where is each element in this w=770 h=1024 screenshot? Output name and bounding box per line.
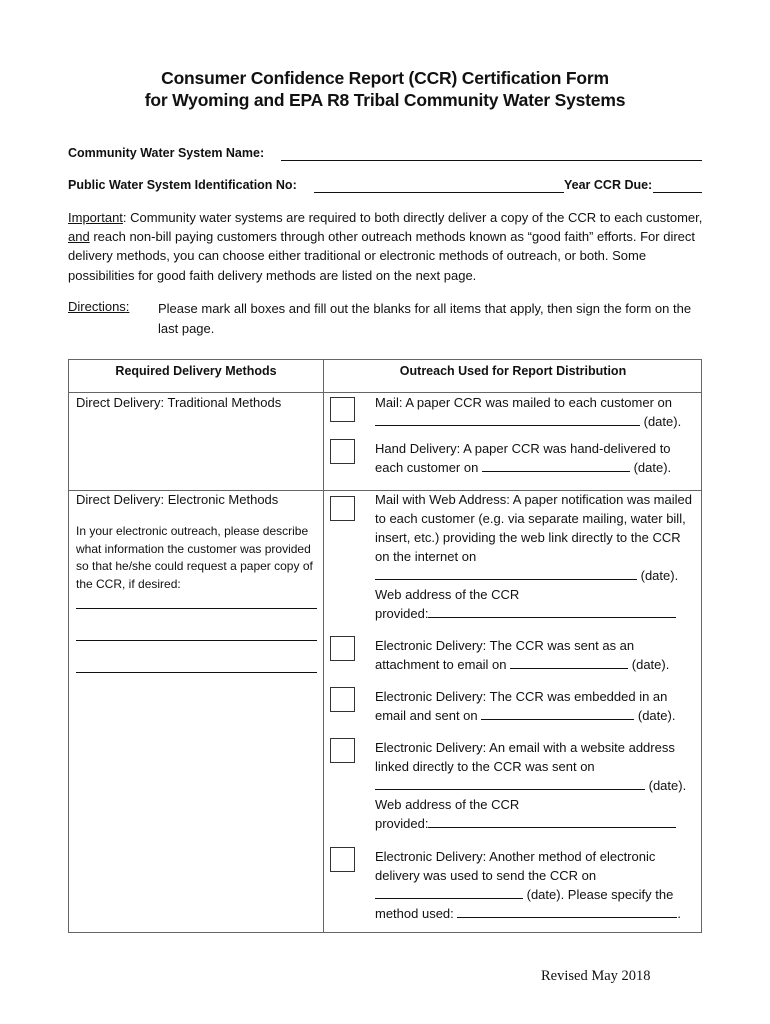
directions-text: Please mark all boxes and fill out the blanks for all items that apply, then sign the form on the last page. [158, 301, 692, 336]
email-embedded-option [375, 687, 695, 725]
link-web-url-field[interactable] [428, 814, 676, 828]
traditional-methods-label: Direct Delivery: Traditional Methods [76, 395, 282, 410]
email-embedded-date-suffix: (date). [634, 708, 676, 723]
col-header-outreach: Outreach Used for Report Distribution [399, 364, 627, 378]
hand-delivery-option [375, 439, 695, 477]
email-link-date-field[interactable] [375, 776, 645, 790]
mail-date-field[interactable] [375, 412, 640, 426]
web-address-mail-checkbox[interactable] [330, 496, 355, 521]
important-label: Important [68, 210, 123, 225]
hand-delivery-text: Hand Delivery: A paper CCR was hand-delivered to [375, 441, 671, 456]
pwsid-field[interactable] [314, 192, 564, 193]
important-text-b: reach non-bill paying customers through other outreach methods known as “good faith” efforts. For direct delivery methods, you can choose either traditional or electronic methods of outreach, or both. Some possibilities for good faith delivery methods are listed on the next page. [68, 229, 696, 283]
hand-delivery-checkbox[interactable] [330, 439, 355, 464]
col-header-methods: Required Delivery Methods [115, 364, 277, 378]
web-address-mail-option [375, 490, 695, 623]
revision-date: Revised May 2018 [541, 968, 651, 984]
describe-line-3[interactable] [76, 672, 317, 673]
email-attachment-option [375, 636, 695, 674]
hand-delivery-date-field[interactable] [482, 458, 630, 472]
hand-delivery-date-suffix: (date). [629, 460, 672, 475]
year-due-label: Year CCR Due: [564, 178, 653, 192]
web-address-url-field[interactable] [428, 604, 676, 618]
email-embedded-text-b: email and sent on [375, 708, 478, 723]
hand-delivery-text-b: each customer on [375, 460, 479, 475]
email-attachment-date-suffix: (date). [628, 657, 670, 672]
directions-label: Directions: [68, 299, 130, 314]
email-embedded-date-field[interactable] [481, 706, 634, 720]
email-link-date-suffix: (date). [645, 778, 687, 793]
link-web-label-2: provided: [375, 816, 429, 831]
other-method-date-suffix: (date). Please specify the [523, 887, 674, 902]
link-web-label-1: Web address of the CCR [375, 797, 520, 812]
other-method-text: Electronic Delivery: Another method of electronic delivery was used to send the CCR on [375, 849, 656, 883]
other-method-period: . [677, 906, 682, 921]
web-address-mail-text: Mail with Web Address: A paper notification was mailed to each customer (e.g. via separate mailing, water bill, insert, etc.) providing the web link directly to the CCR on the internet on [375, 492, 692, 564]
email-embedded-checkbox[interactable] [330, 687, 355, 712]
email-attachment-text: Electronic Delivery: The CCR was sent as an [375, 638, 635, 653]
pwsid-label: Public Water System Identification No: [68, 178, 297, 192]
email-attachment-checkbox[interactable] [330, 636, 355, 661]
email-attachment-text-b: attachment to email on [375, 657, 507, 672]
delivery-methods-table [68, 359, 702, 933]
email-attachment-date-field[interactable] [510, 655, 628, 669]
other-method-checkbox[interactable] [330, 847, 355, 872]
year-due-field[interactable] [653, 192, 702, 193]
electronic-describe-text: In your electronic outreach, please describe what information the customer was provided so that he/she could request a paper copy of the CCR, if desired: [76, 524, 313, 591]
form-title-line2: for Wyoming and EPA R8 Tribal Community Water Systems [144, 90, 626, 110]
other-method-used-label: method used: [375, 906, 454, 921]
other-method-option [375, 847, 695, 923]
web-address-label-1: Web address of the CCR [375, 587, 520, 602]
email-link-checkbox[interactable] [330, 738, 355, 763]
describe-line-2[interactable] [76, 640, 317, 641]
email-link-text: Electronic Delivery: An email with a website address linked directly to the CCR was sent on [375, 740, 675, 774]
email-embedded-text: Electronic Delivery: The CCR was embedded in an [375, 689, 668, 704]
mail-option [375, 393, 695, 431]
important-paragraph [68, 208, 704, 285]
describe-line-1[interactable] [76, 608, 317, 609]
email-link-option [375, 738, 695, 833]
important-and: and [68, 229, 90, 245]
column-divider [323, 360, 324, 932]
important-text-a: : Community water systems are required to both directly deliver a copy of the CCR to each customer, [122, 210, 703, 225]
form-title-line1: Consumer Confidence Report (CCR) Certification Form [161, 68, 609, 88]
mail-checkbox[interactable] [330, 397, 355, 422]
web-address-mail-date-suffix: (date). [637, 568, 679, 583]
mail-date-suffix: (date). [640, 414, 682, 429]
system-name-label: Community Water System Name: [68, 146, 265, 160]
web-address-mail-date-field[interactable] [375, 566, 637, 580]
web-address-label-2: provided: [375, 606, 429, 621]
system-name-field[interactable] [281, 160, 702, 161]
electronic-methods-label: Direct Delivery: Electronic Methods [76, 492, 279, 507]
mail-text: Mail: A paper CCR was mailed to each customer on [375, 395, 672, 410]
other-method-date-field[interactable] [375, 885, 523, 899]
other-method-used-field[interactable] [457, 904, 677, 918]
